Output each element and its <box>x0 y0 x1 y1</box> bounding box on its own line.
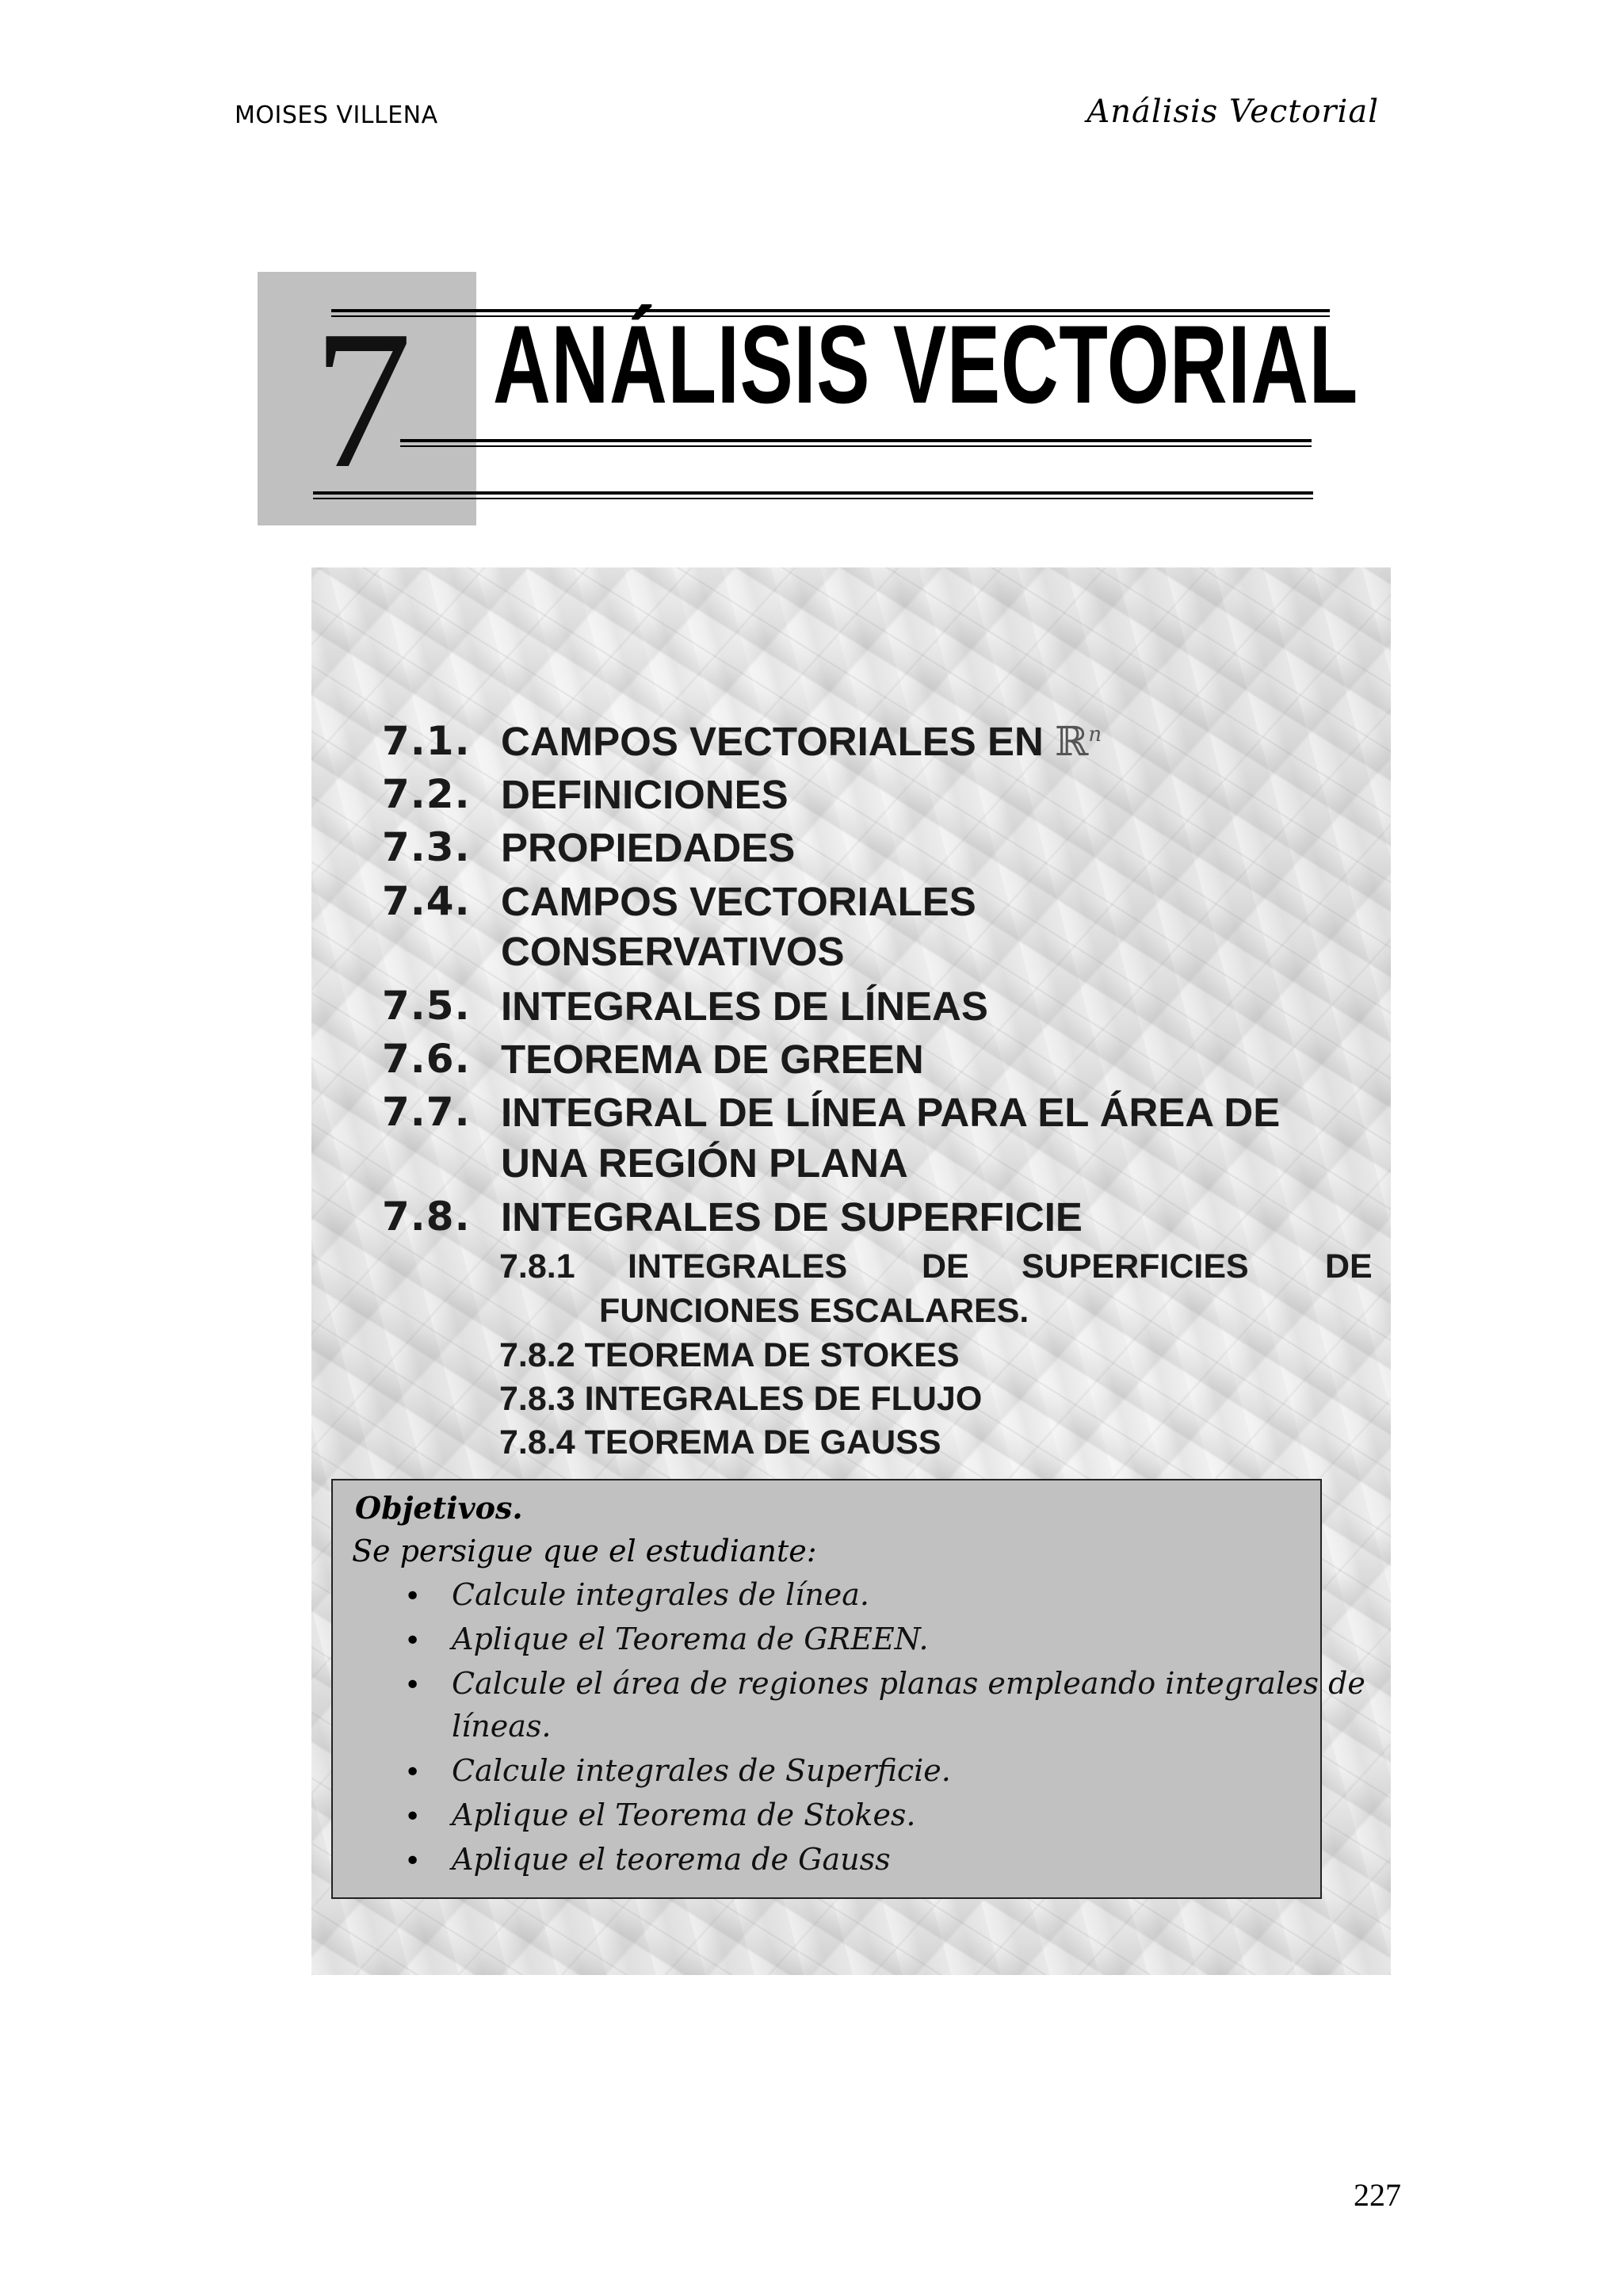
toc-title-text: CAMPOS VECTORIALES EN <box>501 719 1044 764</box>
bullet-icon: • <box>404 1845 422 1878</box>
toc-title: INTEGRALES DE SUPERFICIE <box>501 1194 1083 1240</box>
bullet-icon: • <box>404 1669 422 1702</box>
chapter-number: 7 <box>313 290 412 510</box>
subtoc-word: DE <box>1325 1247 1373 1286</box>
running-header-author: MOISES VILLENA <box>235 101 438 129</box>
real-numbers-symbol <box>1055 719 1102 766</box>
subtoc-continuation: FUNCIONES ESCALARES. <box>599 1292 1029 1330</box>
bullet-icon: • <box>404 1756 422 1789</box>
subtoc-word: DE <box>922 1247 969 1286</box>
chapter-rule-mid-2 <box>400 445 1312 447</box>
objectives-title: Objetivos. <box>355 1490 523 1526</box>
objective-item: Aplique el Teorema de GREEN. <box>452 1622 929 1656</box>
toc-title: DEFINICIONES <box>501 772 789 817</box>
objective-item: Calcule integrales de Superficie. <box>452 1753 951 1788</box>
subtoc-word: SUPERFICIES <box>1022 1247 1249 1286</box>
toc-number: 7.5. <box>382 983 471 1029</box>
objective-item: Calcule el área de regiones planas empleando integrales de <box>452 1666 1365 1701</box>
objective-item: Aplique el teorema de Gauss <box>452 1842 891 1877</box>
toc-number: 7.3. <box>382 824 471 870</box>
toc-number: 7.7. <box>382 1089 471 1135</box>
toc-number: 7.1. <box>382 718 471 764</box>
objectives-intro: Se persigue que el estudiante: <box>352 1534 817 1568</box>
bullet-icon: • <box>404 1625 422 1657</box>
real-symbol: ℝ <box>1055 719 1089 766</box>
running-header-title: Análisis Vectorial <box>1086 94 1379 130</box>
page-number: 227 <box>1354 2177 1401 2213</box>
real-symbol-exponent: n <box>1088 723 1102 747</box>
bullet-icon: • <box>404 1580 422 1613</box>
toc-title <box>501 718 1102 766</box>
toc-title: INTEGRAL DE LÍNEA PARA EL ÁREA DE <box>501 1090 1281 1135</box>
subtoc-item: 7.8.2 TEOREMA DE STOKES <box>499 1336 960 1374</box>
toc-number: 7.6. <box>382 1036 471 1082</box>
chapter-rule-bottom-2 <box>313 498 1313 499</box>
objective-item-continuation: líneas. <box>452 1709 552 1744</box>
chapter-rule-mid-1 <box>400 439 1312 442</box>
toc-title: INTEGRALES DE LÍNEAS <box>501 984 988 1029</box>
toc-title-continuation: UNA REGIÓN PLANA <box>501 1140 908 1186</box>
toc-title: PROPIEDADES <box>501 825 796 870</box>
toc-number: 7.4. <box>382 878 471 924</box>
toc-title-continuation: CONSERVATIVOS <box>501 929 845 974</box>
toc-title: CAMPOS VECTORIALES <box>501 879 976 924</box>
toc-title: TEOREMA DE GREEN <box>501 1037 924 1082</box>
subtoc-word: INTEGRALES <box>628 1247 848 1286</box>
toc-number: 7.2. <box>382 771 471 817</box>
toc-number: 7.8. <box>382 1194 471 1240</box>
subtoc-item: 7.8.4 TEOREMA DE GAUSS <box>499 1423 941 1461</box>
bullet-icon: • <box>404 1801 422 1833</box>
subtoc-number: 7.8.1 <box>499 1247 575 1286</box>
objective-item: Calcule integrales de línea. <box>452 1577 870 1612</box>
chapter-rule-bottom-1 <box>313 491 1313 495</box>
subtoc-item: 7.8.3 INTEGRALES DE FLUJO <box>499 1380 983 1418</box>
chapter-title: ANÁLISIS VECTORIAL <box>493 302 1358 426</box>
objective-item: Aplique el Teorema de Stokes. <box>452 1797 916 1832</box>
